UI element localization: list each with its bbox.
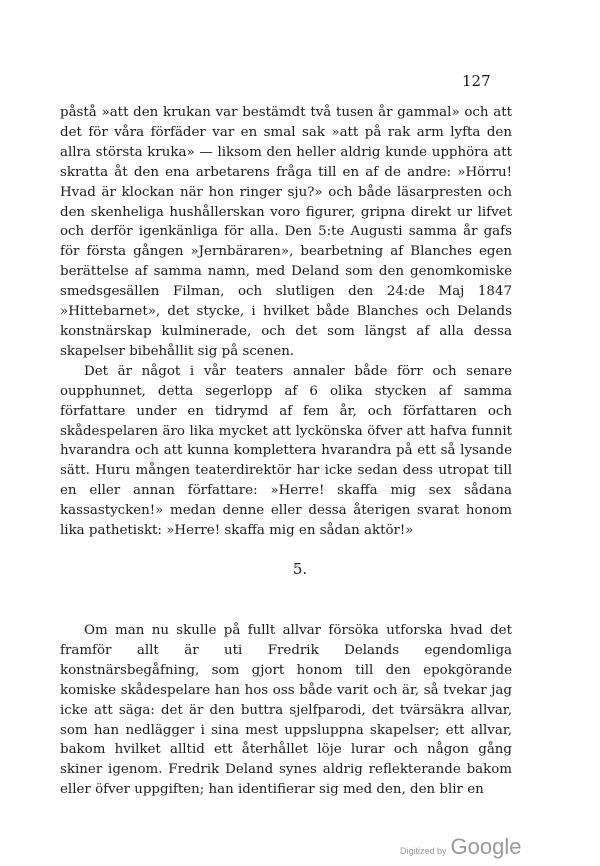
- text-block-2: [60, 621, 512, 800]
- text-block-1: [60, 103, 512, 541]
- paragraph-2: Det är något i vår teaters annaler både förr och senare oupphunnet, detta segerlopp af 6 olika stycken af samma författare under en tidrymd af fem år, och författaren och skådespelaren äro lika mycket att lyckönska öfver att hafva funnit hvarandra och att kunna komplettera hvarandra på ett så lysande sätt. Huru mången teaterdirektör har icke sedan dess utropat till en eller annan författare: »Herre! skaffa mig sex sådana kassastycken!» medan denne eller dessa återigen svarat honom lika pathetiskt: »Herre! skaffa mig en sådan aktör!»: [60, 363, 512, 539]
- paragraph-1: påstå »att den krukan var bestämdt två tusen år gammal» och att det för våra förfäder var en smal sak »att på rak arm lyfta den allra största kruka» — liksom den heller aldrig kunde upphöra att skratta åt den ena arbetarens fråga till en af de andre: »Hörru! Hvad är klockan när hon ringer sju?» och både läsarpresten och den skenheliga hushållerskan voro figurer, gripna direkt ur lifvet och derför igenkänliga för alla. Den 5:te Augusti samma år gafs för första gången »Jernbäraren», bearbetning af Blanches egen berättelse af samma namn, med Deland som den genomkomiske smedsgesällen Filman, och slutligen den 24:de Maj 1847 »Hittebarnet», det stycke, i hvilket både Blanches och Delands konstnärskap kulminerade, och det som längst af alla dessa skapelser bibehållit sig på scenen.: [60, 105, 512, 359]
- google-logo: Google: [450, 834, 522, 859]
- watermark-prefix: Digitized by: [400, 846, 447, 856]
- page-number: 127: [462, 72, 491, 90]
- paragraph-3: Om man nu skulle på fullt allvar försöka utforska hvad det framför allt är uti Fredrik Delands egendomliga konstnärsbegåfning, som gjort honom till den epokgörande komiske skådespelare han hos oss både varit och är, så tvekar jag icke att säga: det är den buttra sjelfparodi, det tvärsäkra allvar, som han nedlägger i sina mest uppsluppna skapelser; ett allvar, bakom hvilket alltid ett återhållet löje lurar och någon gång skiner igenom. Fredrik Deland synes aldrig reflekterande bakom eller öfver uppgiften; han identifierar sig med den, den blir en: [60, 623, 512, 798]
- digitized-watermark: [400, 834, 521, 860]
- section-number: 5.: [292, 560, 308, 578]
